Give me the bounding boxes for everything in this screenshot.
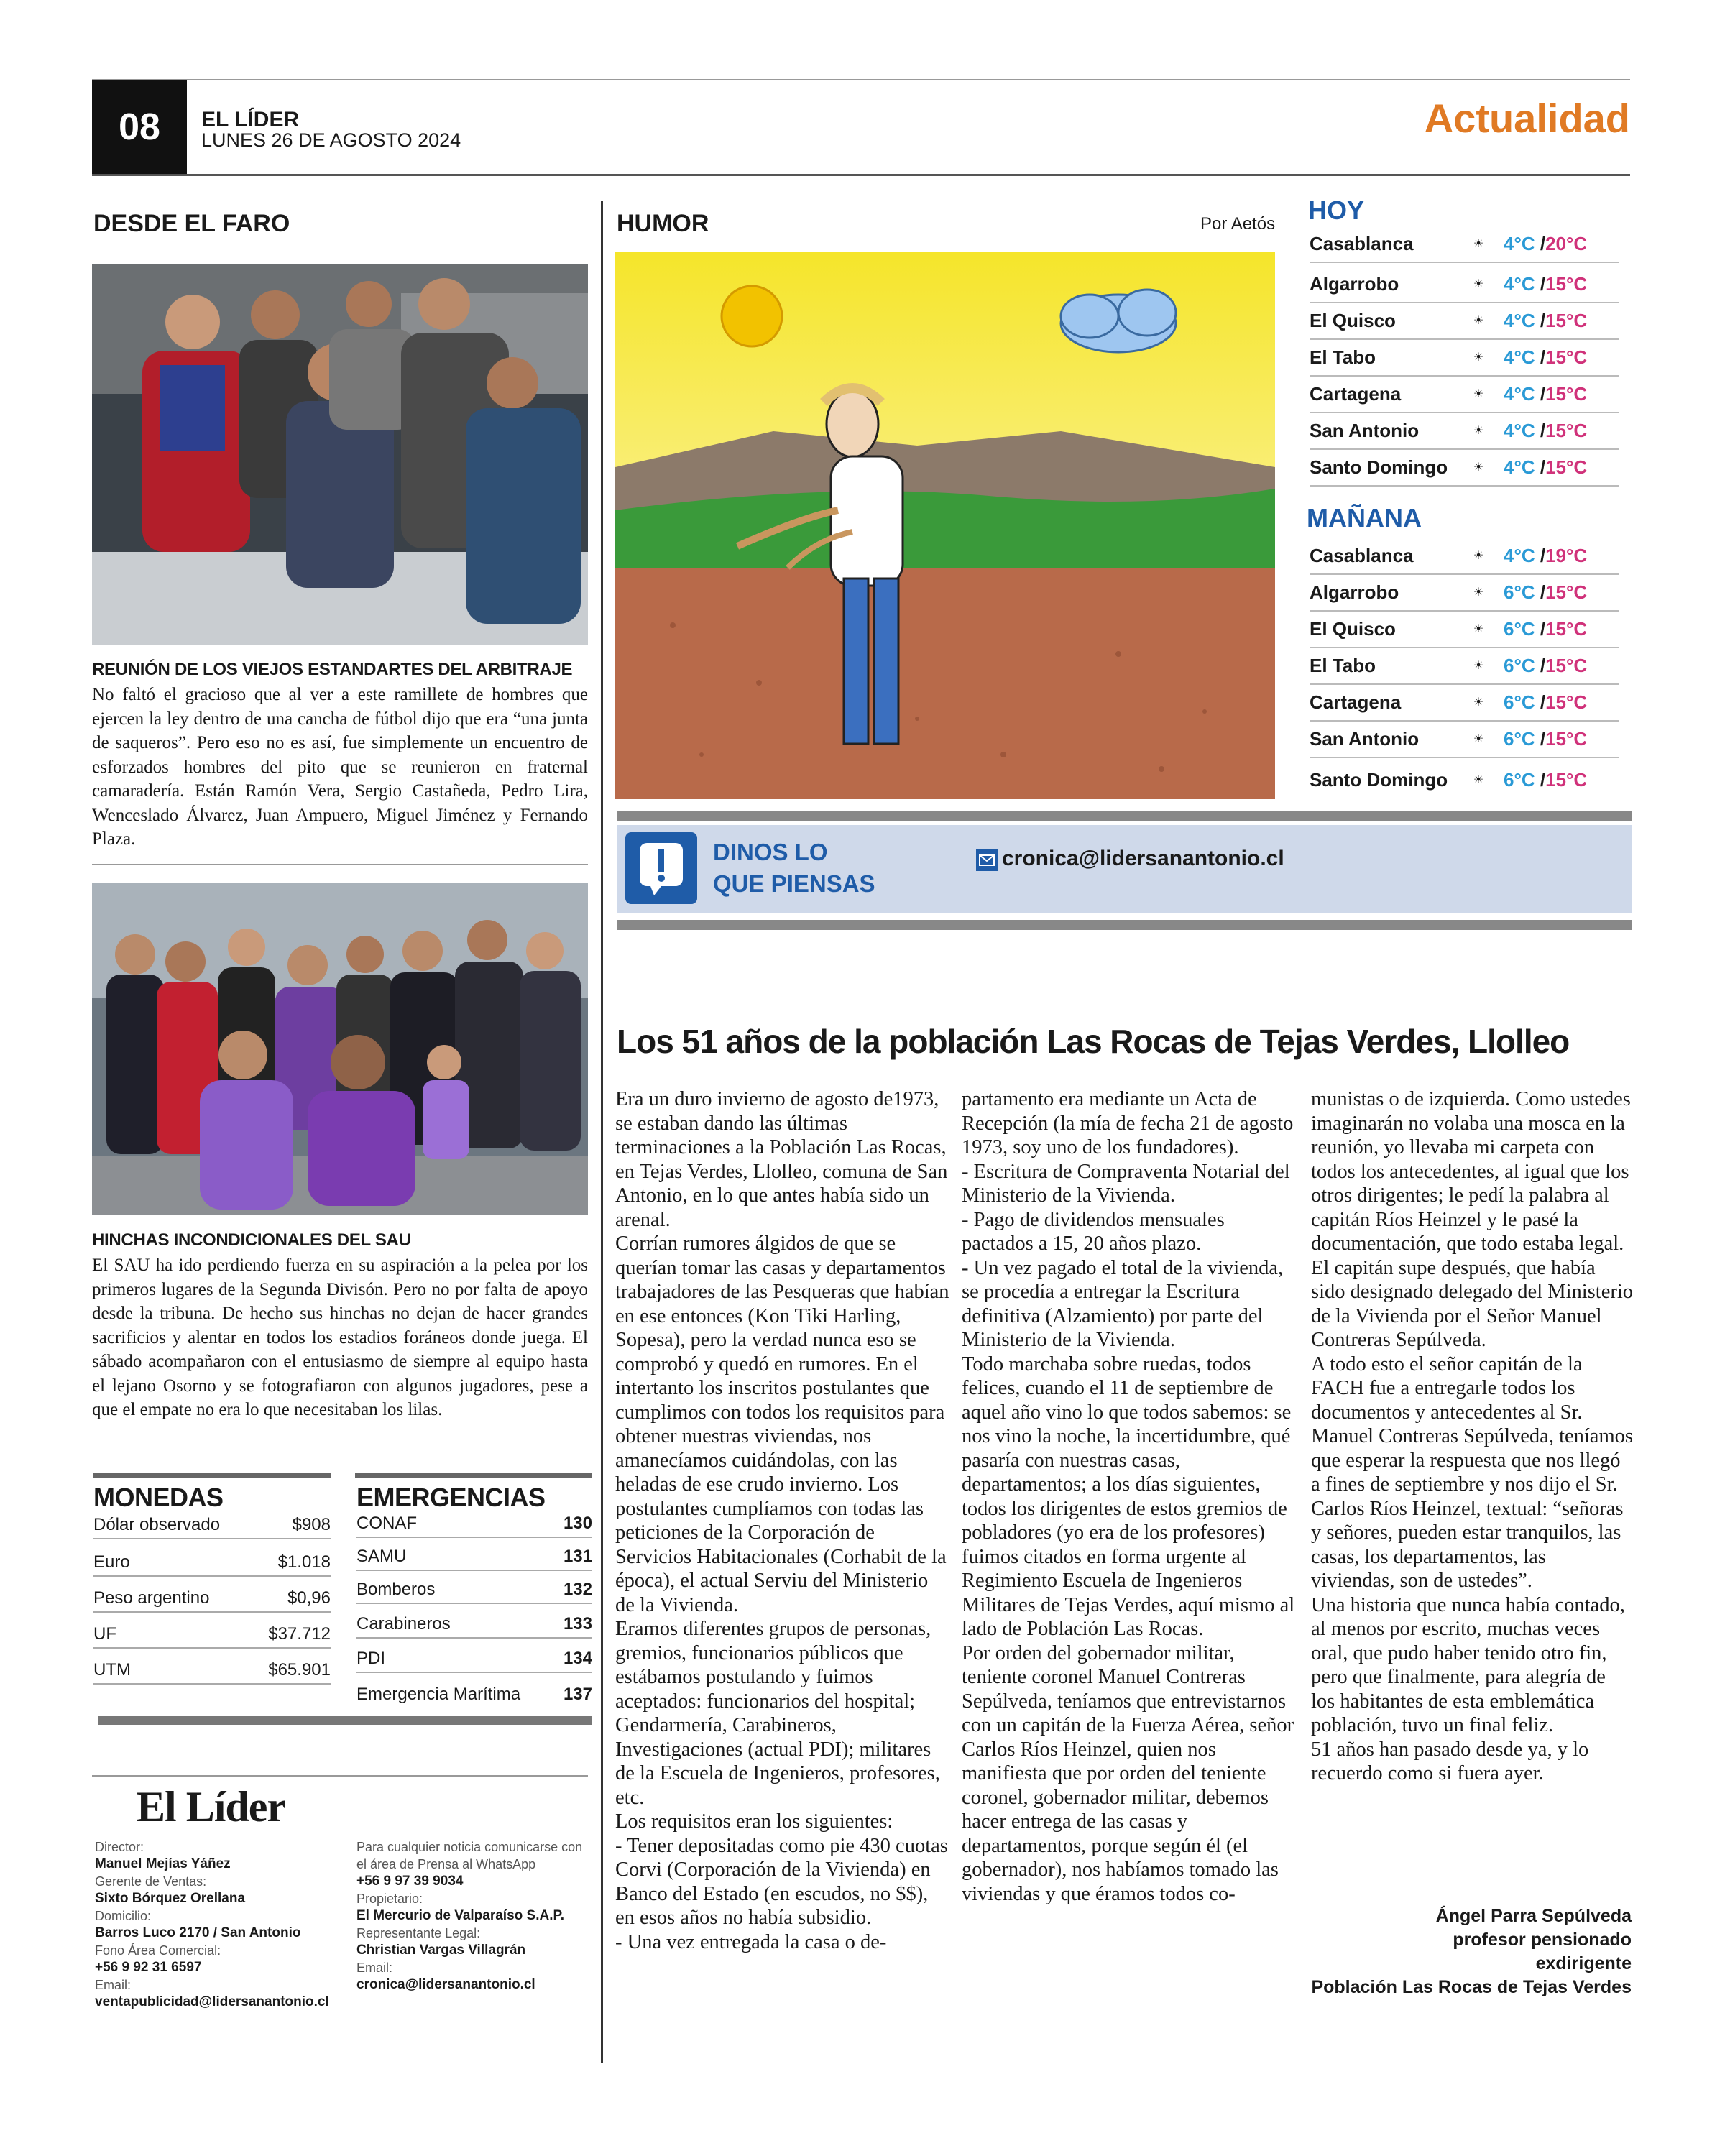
table-row (356, 1538, 592, 1571)
emergencias-value: 131 (563, 1547, 592, 1566)
partly-cloudy-icon: ☀︎ (1473, 774, 1484, 786)
weather-city: El Tabo (1310, 654, 1376, 676)
table-row (356, 1508, 592, 1538)
masthead-phone: +56 9 92 31 6597 (95, 1960, 202, 1975)
header-paper-name: EL LÍDER (201, 108, 300, 132)
article-paragraph: Eramos diferentes grupos de personas, gremios, funcionarios públicos que estábamos postulando y fuimos aceptados: funcionarios del hospital; Gendarmería, Carabineros, Investigaciones (actual PDI); militares de la Escuela de Ingenieros, profesores, etc. (615, 1618, 940, 1809)
masthead-director: Manuel Mejías Yáñez (95, 1856, 231, 1871)
partly-cloudy-icon: ☀︎ (1473, 425, 1484, 437)
weather-max: 15°C (1545, 456, 1588, 478)
monedas-value: $1.018 (277, 1552, 331, 1572)
monedas-value: $65.901 (268, 1660, 331, 1680)
masthead-logo: El Líder (137, 1783, 286, 1830)
signature-place: Población Las Rocas de Tejas Verdes (1311, 1977, 1632, 1997)
speech-bubble-icon (625, 832, 697, 904)
masthead-news-phone: +56 9 97 39 9034 (356, 1874, 464, 1889)
partly-cloudy-icon: ☀︎ (1473, 351, 1484, 364)
monedas-top-bar (93, 1473, 331, 1478)
weather-row: San Antonio ☀︎ 6°C /15°C (1310, 721, 1619, 758)
weather-row: Algarrobo ☀︎ 4°C /15°C (1310, 266, 1619, 303)
weather-max: 15°C (1545, 654, 1588, 676)
masthead-legal-label: Representante Legal: (356, 1926, 481, 1940)
weather-city: El Tabo (1310, 346, 1376, 368)
weather-max: 15°C (1545, 272, 1588, 295)
weather-min: 4°C (1504, 232, 1535, 254)
weather-max: 15°C (1545, 617, 1588, 640)
dinos-top-bar (617, 811, 1632, 821)
faro-item1-title: REUNIÓN DE LOS VIEJOS ESTANDARTES DEL ARBITRAJE (92, 660, 573, 679)
weather-min: 6°C (1504, 768, 1535, 791)
weather-row: El Quisco ☀︎ 6°C /15°C (1310, 611, 1619, 648)
emergencias-label: Carabineros (356, 1614, 451, 1634)
humor-cartoon (615, 252, 1275, 799)
partly-cloudy-icon: ☀︎ (1473, 278, 1484, 290)
emergencias-value: 137 (563, 1685, 592, 1704)
masthead-sales: Sixto Bórquez Orellana (95, 1891, 246, 1906)
weather-city: Santo Domingo (1310, 456, 1448, 478)
table-row (93, 1539, 331, 1577)
emergencias-title: EMERGENCIAS (356, 1483, 546, 1512)
masthead-address: Barros Luco 2170 / San Antonio (95, 1925, 301, 1940)
weather-max: 19°C (1545, 544, 1588, 566)
monedas-value: $37.712 (268, 1624, 331, 1644)
faro-divider (92, 864, 588, 865)
article-paragraph: El capitán supe después, que había sido designado delegado del Ministerio de la Vivienda por el Señor Manuel Contreras Sepúlveda. (1311, 1256, 1633, 1351)
emergencias-value: 132 (563, 1580, 592, 1599)
masthead-owner: El Mercurio de Valparaíso S.A.P. (356, 1908, 564, 1923)
signature-role1: profesor pensionado (1453, 1930, 1632, 1950)
weather-row: San Antonio ☀︎ 4°C /15°C (1310, 413, 1619, 450)
tables-bottom-bar (98, 1716, 592, 1725)
weather-city: Algarrobo (1310, 581, 1399, 603)
weather-row: El Quisco ☀︎ 4°C /15°C (1310, 303, 1619, 340)
table-row (356, 1673, 592, 1708)
article-paragraph: - Tener depositadas como pie 430 cuotas Corvi (Corporación de la Vivienda) en Banco del Estado (en escudos, no $$), en esos años no había subsidio. (615, 1834, 948, 1929)
table-row (356, 1604, 592, 1639)
masthead-news-note: Para cualquier noticia comunicarse con el área de Prensa al WhatsApp (356, 1840, 583, 1871)
partly-cloudy-icon: ☀︎ (1473, 388, 1484, 400)
dinos-box (617, 825, 1632, 913)
weather-city: Algarrobo (1310, 272, 1399, 295)
fans-photo (92, 883, 588, 1215)
partly-cloudy-icon: ☀︎ (1473, 461, 1484, 474)
humor-byline: Por Aetós (1200, 214, 1276, 234)
email-icon (976, 849, 998, 871)
emergencias-label: CONAF (356, 1514, 417, 1533)
section-title: Actualidad (1424, 96, 1630, 141)
weather-row: Cartagena ☀︎ 4°C /15°C (1310, 376, 1619, 413)
emergencias-label: Emergencia Marítima (356, 1685, 521, 1704)
header-rule-bottom (92, 174, 1630, 176)
monedas-label: Euro (93, 1552, 130, 1572)
weather-min: 4°C (1504, 419, 1535, 441)
monedas-title: MONEDAS (93, 1483, 224, 1512)
weather-city: El Quisco (1310, 309, 1396, 331)
article-paragraph: Corrían rumores álgidos de que se querían tomar las casas y departamentos trabajadores de las Pesqueras que habían en ese entonces (Kon Tiki Harling, Sopesa), pero la verdad nunca eso se comprobó y quedó en rumores. En el intertanto los inscritos postulantes que cumplimos con todos los requisitos para obtener nuestras viviendas, nos amanecíamos cuidándolas, con las heladas de ese crudo invierno. Los postulantes cumplíamos con todas las peticiones de la Corporación de Servicios Habitacionales (Corhabit de la época), el actual Serviu del Ministerio de la Vivienda. (615, 1233, 949, 1616)
weather-row: Santo Domingo ☀︎ 4°C /15°C (1310, 449, 1619, 487)
article-paragraph: - Una vez entregada la casa o de- (615, 1930, 887, 1953)
weather-max: 15°C (1545, 346, 1588, 368)
article-paragraph: Los requisitos eran los siguientes: (615, 1810, 893, 1833)
weather-max: 20°C (1545, 232, 1588, 254)
masthead-email-label: Email: (95, 1978, 132, 1992)
column-divider-left (601, 201, 603, 2063)
article-paragraph: 51 años han pasado desde ya, y lo recuerdo como si fuera ayer. (1311, 1738, 1589, 1784)
weather-min: 6°C (1504, 581, 1535, 603)
weather-max: 15°C (1545, 309, 1588, 331)
masthead-left (95, 1838, 339, 2011)
weather-min: 4°C (1504, 456, 1535, 478)
monedas-label: Dólar observado (93, 1515, 221, 1534)
weather-min: 6°C (1504, 727, 1535, 750)
faro-kicker: DESDE EL FARO (93, 210, 290, 237)
weather-max: 15°C (1545, 382, 1588, 405)
weather-max: 15°C (1545, 419, 1588, 441)
partly-cloudy-icon: ☀︎ (1473, 733, 1484, 745)
weather-min: 4°C (1504, 346, 1535, 368)
weather-min: 6°C (1504, 617, 1535, 640)
table-row (356, 1571, 592, 1604)
weather-max: 15°C (1545, 691, 1588, 713)
weather-city: El Quisco (1310, 617, 1396, 640)
article-paragraph: Era un duro invierno de agosto de1973, se estaban dando las últimas terminaciones a la Población Las Rocas, en Tejas Verdes, Llolleo, comuna de San Antonio, en lo que antes había sido un arenal. (615, 1088, 948, 1231)
dinos-line2: QUE PIENSAS (713, 870, 875, 897)
weather-tomorrow-table (1310, 538, 1619, 811)
partly-cloudy-icon: ☀︎ (1473, 315, 1484, 327)
weather-today-table (1310, 226, 1619, 499)
weather-row: Cartagena ☀︎ 6°C /15°C (1310, 684, 1619, 722)
monedas-label: UTM (93, 1660, 131, 1680)
masthead-email[interactable]: ventapublicidad@lidersanantonio.cl (95, 1994, 329, 2009)
faro-item2-body: El SAU ha ido perdiendo fuerza en su aspiración a la pelea por los primeros lugares de la Segunda Divisón. Pero no por falta de apoyo desde la tribuna. De hecho sus hinchas no dejan de hacer grandes sacrificios y alentar en todos los estadios foráneos donde juega. El sábado acompañaron con el entusiasmo de siempre al equipo hasta el lejano Osorno y se fotografiaron con algunos jugadores, pese a que el empate no era lo que necesitaban los lilas. (92, 1256, 588, 1419)
masthead-email2[interactable]: cronica@lidersanantonio.cl (356, 1977, 535, 1992)
header-date: LUNES 26 DE AGOSTO 2024 (201, 129, 461, 151)
weather-row: Casablanca ☀︎ 4°C /20°C (1310, 226, 1619, 263)
weather-tomorrow-label: MAÑANA (1307, 503, 1422, 533)
weather-city: San Antonio (1310, 419, 1420, 441)
partly-cloudy-icon: ☀︎ (1473, 660, 1484, 672)
weather-row: Santo Domingo ☀︎ 6°C /15°C (1310, 768, 1588, 791)
masthead-rule (92, 1775, 588, 1777)
emergencias-value: 133 (563, 1614, 592, 1634)
monedas-table (93, 1508, 331, 1685)
page-number: 08 (92, 80, 187, 174)
weather-row: Algarrobo ☀︎ 6°C /15°C (1310, 574, 1619, 612)
emergencias-label: Bomberos (356, 1580, 436, 1599)
weather-city: Cartagena (1310, 382, 1402, 405)
partly-cloudy-icon: ☀︎ (1473, 623, 1484, 635)
weather-city: Casablanca (1310, 544, 1414, 566)
dinos-line1: DINOS LO (713, 839, 828, 865)
weather-row: El Tabo ☀︎ 6°C /15°C (1310, 648, 1619, 685)
emergencias-value: 134 (563, 1649, 592, 1668)
masthead-legal: Christian Vargas Villagrán (356, 1943, 526, 1958)
article-paragraph: - Un vez pagado el total de la vivienda, se procedía a entregar la Escritura definitiva (Alzamiento) por parte del Ministerio de la Vivienda. (962, 1256, 1284, 1351)
table-row (93, 1649, 331, 1685)
article-paragraph: Una historia que nunca había contado, al menos por escrito, muchas veces oral, que pudo haber tenido otro fin, pero que finalmente, para alegría de los habitantes de esta emblemática población, tuvo un final feliz. (1311, 1593, 1625, 1736)
masthead-sales-label: Gerente de Ventas: (95, 1874, 207, 1889)
monedas-value: $0,96 (287, 1588, 331, 1608)
table-row (93, 1613, 331, 1649)
partly-cloudy-icon: ☀︎ (1473, 696, 1484, 709)
masthead-director-label: Director: (95, 1840, 144, 1854)
masthead-owner-label: Propietario: (356, 1892, 423, 1906)
article-paragraph: A todo esto el señor capitán de la FACH fue a entregarle todos los documentos y antecedentes al Sr. Manuel Contreras Sepúlveda, teníamos que esperar la respuesta que nos llegó a fines de septiembre y nos dijo el Sr. Carlos Ríos Heinzel, textual: “señoras y señores, pueden estar tranquilos, las casas, los departamentos, las viviendas, son de ustedes”. (1311, 1353, 1633, 1592)
weather-min: 4°C (1504, 309, 1535, 331)
weather-max: 15°C (1545, 581, 1588, 603)
header-rule-top (92, 79, 1630, 80)
emergencias-value: 130 (563, 1514, 592, 1533)
article-column-2 (962, 1087, 1298, 1906)
emergencias-top-bar (355, 1473, 592, 1478)
weather-min: 4°C (1504, 272, 1535, 295)
emergencias-label: PDI (356, 1649, 386, 1668)
table-row (93, 1577, 331, 1613)
referees-photo (92, 264, 588, 645)
signature-role2: exdirigente (1535, 1953, 1632, 1973)
article-paragraph: - Escritura de Compraventa Notarial del Ministerio de la Vivienda. (962, 1160, 1290, 1207)
article-column-1 (615, 1087, 952, 1954)
article-title: Los 51 años de la población Las Rocas de Tejas Verdes, Llolleo (617, 1023, 1570, 1060)
masthead-email2-label: Email: (356, 1961, 393, 1975)
monedas-label: Peso argentino (93, 1588, 210, 1608)
article-paragraph: munistas o de izquierda. Como ustedes imaginarán no volaba una mosca en la reunión, yo llevaba mi carpeta con todos los antecedentes, al igual que los otros dirigentes; le pedí la palabra al capitán Ríos Heinzel y le pasé la documentación, que todo estaba legal. (1311, 1088, 1631, 1255)
partly-cloudy-icon: ☀︎ (1473, 586, 1484, 599)
weather-min: 4°C (1504, 382, 1535, 405)
weather-row: Casablanca ☀︎ 4°C /19°C (1310, 538, 1619, 575)
article-column-3 (1311, 1087, 1633, 1786)
humor-kicker: HUMOR (617, 210, 709, 237)
masthead-right (356, 1838, 594, 1994)
dinos-bottom-bar (617, 920, 1632, 930)
emergencias-label: SAMU (356, 1547, 407, 1566)
weather-min: 4°C (1504, 544, 1535, 566)
weather-min: 6°C (1504, 691, 1535, 713)
table-row (356, 1639, 592, 1673)
article-paragraph: - Pago de dividendos mensuales pactados a 15, 20 años plazo. (962, 1208, 1225, 1255)
weather-max: 15°C (1545, 727, 1588, 750)
table-row (93, 1508, 331, 1539)
weather-city: Santo Domingo (1310, 768, 1448, 791)
emergencias-table (356, 1508, 592, 1708)
weather-city: San Antonio (1310, 727, 1420, 750)
dinos-email[interactable]: cronica@lidersanantonio.cl (1002, 847, 1284, 870)
signature-name: Ángel Parra Sepúlveda (1435, 1906, 1632, 1926)
masthead-phone-label: Fono Área Comercial: (95, 1943, 221, 1958)
weather-today-label: HOY (1308, 195, 1365, 225)
weather-max: 15°C (1545, 768, 1588, 791)
weather-min: 6°C (1504, 654, 1535, 676)
article-paragraph: Por orden del gobernador militar, teniente coronel Manuel Contreras Sepúlveda, teníamos que entrevistarnos con un capitán de la Fuerza Aérea, señor Carlos Ríos Heinzel, quien nos manifiesta que por orden del teniente coronel, gobernador militar, debemos hacer entrega de las casas y departamentos, porque según él (el gobernador), nos habíamos tomado las viviendas y que éramos todos co- (962, 1641, 1294, 1905)
weather-row: El Tabo ☀︎ 4°C /15°C (1310, 339, 1619, 377)
monedas-value: $908 (292, 1515, 331, 1534)
article-paragraph: partamento era mediante un Acta de Recepción (la mía de fecha 21 de agosto 1973, soy uno de los fundadores). (962, 1088, 1294, 1158)
article-signature (1311, 1904, 1632, 1999)
faro-item1-body: No faltó el gracioso que al ver a este ramillete de hombres que ejercen la ley dentro de una cancha de fútbol dijo que era “una junta de saqueros”. Pero eso no es así, fue simplemente un encuentro de esforzados hombres del pito que se reunieron en fraternal camaradería. Están Ramón Vera, Sergio Castañeda, Pedro Lira, Wenceslado Álvarez, Juan Ampuero, Miguel Jiménez y Fernando Plaza. (92, 685, 588, 849)
monedas-label: UF (93, 1624, 116, 1644)
weather-city: Cartagena (1310, 691, 1402, 713)
article-paragraph: Todo marchaba sobre ruedas, todos felices, cuando el 11 de septiembre de aquel año vino lo que todos sabemos: se nos vino la noche, la incertidumbre, qué pasaría con nuestras casas, departamentos; a los días siguientes, todos los dirigentes de estos gremios de pobladores (yo era de los profesores) fuimos citados en forma urgente al Regimiento Escuela de Ingenieros Militares de Tejas Verdes, aquí mismo al lado de Población Las Rocas. (962, 1353, 1295, 1640)
weather-city: Casablanca (1310, 232, 1414, 254)
partly-cloudy-icon: ☀︎ (1473, 238, 1484, 250)
faro-item2-title: HINCHAS INCONDICIONALES DEL SAU (92, 1230, 411, 1250)
masthead-address-label: Domicilio: (95, 1909, 152, 1923)
partly-cloudy-icon: ☀︎ (1473, 550, 1484, 562)
